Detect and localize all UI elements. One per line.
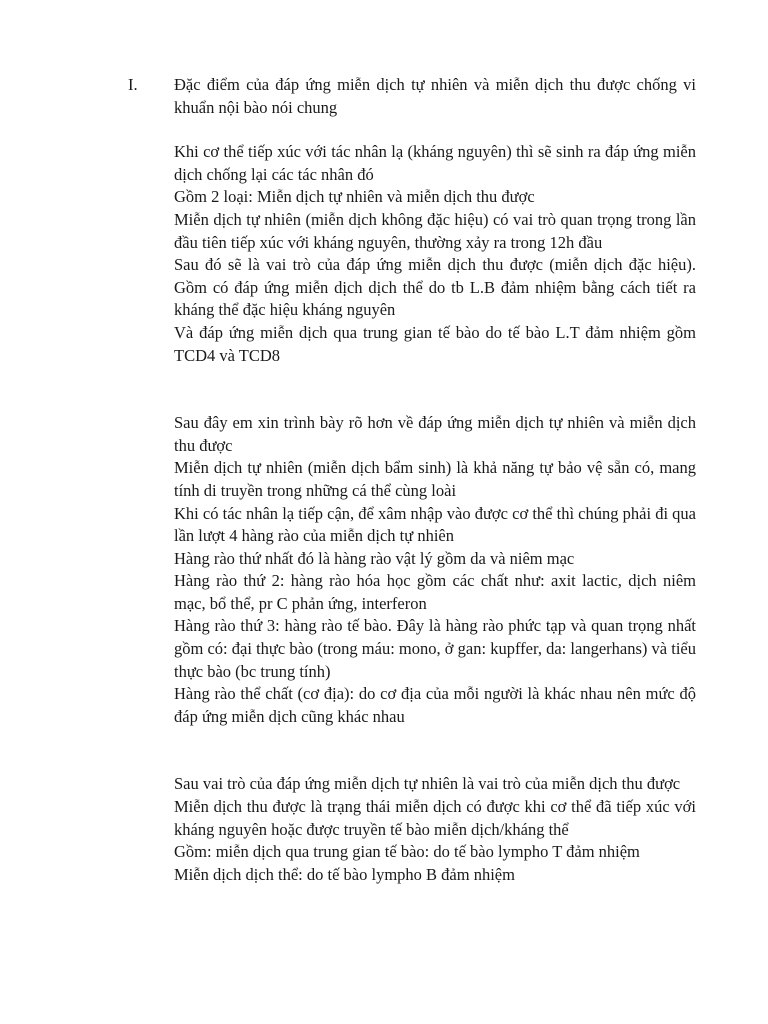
paragraph: Và đáp ứng miễn dịch qua trung gian tế bào do tế bào L.T đảm nhiệm gồm TCD4 và TCD8	[174, 322, 696, 365]
paragraph: Sau đó sẽ là vai trò của đáp ứng miễn dịch thu được (miễn dịch đặc hiệu). Gồm có đáp ứng miễn dịch dịch thể do tb L.B đảm nhiệm bằng cách tiết ra kháng thể đặc hiệu kháng nguyên	[174, 255, 696, 320]
paragraph: Miễn dịch tự nhiên (miễn dịch không đặc hiệu) có vai trò quan trọng trong lần đầu tiên tiếp xúc với kháng nguyên, thường xảy ra trong 12h đầu	[174, 209, 696, 252]
document-body	[174, 74, 696, 886]
paragraph: Miễn dịch tự nhiên (miễn dịch bẩm sinh) là khả năng tự bảo vệ sẵn có, mang tính di truyền trong những cá thể cùng loài	[174, 458, 696, 500]
spacer	[174, 728, 696, 773]
paragraph: Miễn dịch dịch thể: do tế bào lympho B đảm nhiệm	[174, 864, 515, 884]
heading-number: I.	[128, 75, 138, 94]
section-innate-immunity	[174, 412, 696, 728]
paragraph: Gồm 2 loại: Miễn dịch tự nhiên và miễn dịch thu được	[174, 187, 535, 207]
paragraph: Khi có tác nhân lạ tiếp cận, để xâm nhập vào được cơ thể thì chúng phải đi qua lần lượt 4 hàng rào của miễn dịch tự nhiên	[174, 503, 696, 546]
spacer	[174, 367, 696, 412]
paragraph: Khi cơ thể tiếp xúc với tác nhân lạ (kháng nguyên) thì sẽ sinh ra đáp ứng miễn dịch chống lại các tác nhân đó	[174, 142, 696, 184]
paragraph: Miễn dịch thu được là trạng thái miễn dịch có được khi cơ thể đã tiếp xúc với kháng nguyên hoặc được truyền tế bào miễn dịch/kháng thể	[174, 797, 696, 839]
paragraph: Hàng rào thứ 2: hàng rào hóa học gồm các chất như: axit lactic, dịch niêm mạc, bổ thể, pr C phản ứng, interferon	[174, 571, 696, 613]
section-overview	[174, 141, 696, 367]
paragraph: Gồm: miễn dịch qua trung gian tế bào: do tế bào lympho T đảm nhiệm	[174, 842, 640, 862]
paragraph: Hàng rào thứ 3: hàng rào tế bào. Đây là hàng rào phức tạp và quan trọng nhất gồm có: đại thực bào (trong máu: mono, ở gan: kupffer, da: langerhans) và tiểu thực bào (bc trung tính)	[174, 616, 696, 681]
paragraph: Sau vai trò của đáp ứng miễn dịch tự nhiên là vai trò của miễn dịch thu được	[174, 774, 681, 794]
heading-title: Đặc điểm của đáp ứng miễn dịch tự nhiên và miễn dịch thu được chống vi khuẩn nội bào nói chung	[174, 75, 696, 117]
paragraph: Hàng rào thứ nhất đó là hàng rào vật lý gồm da và niêm mạc	[174, 548, 575, 568]
paragraph: Sau đây em xin trình bày rõ hơn về đáp ứng miễn dịch tự nhiên và miễn dịch thu được	[174, 413, 696, 455]
paragraph: Hàng rào thể chất (cơ địa): do cơ địa của mỗi người là khác nhau nên mức độ đáp ứng miễn dịch cũng khác nhau	[174, 684, 696, 726]
section-adaptive-immunity	[174, 773, 696, 886]
spacer	[174, 119, 696, 141]
